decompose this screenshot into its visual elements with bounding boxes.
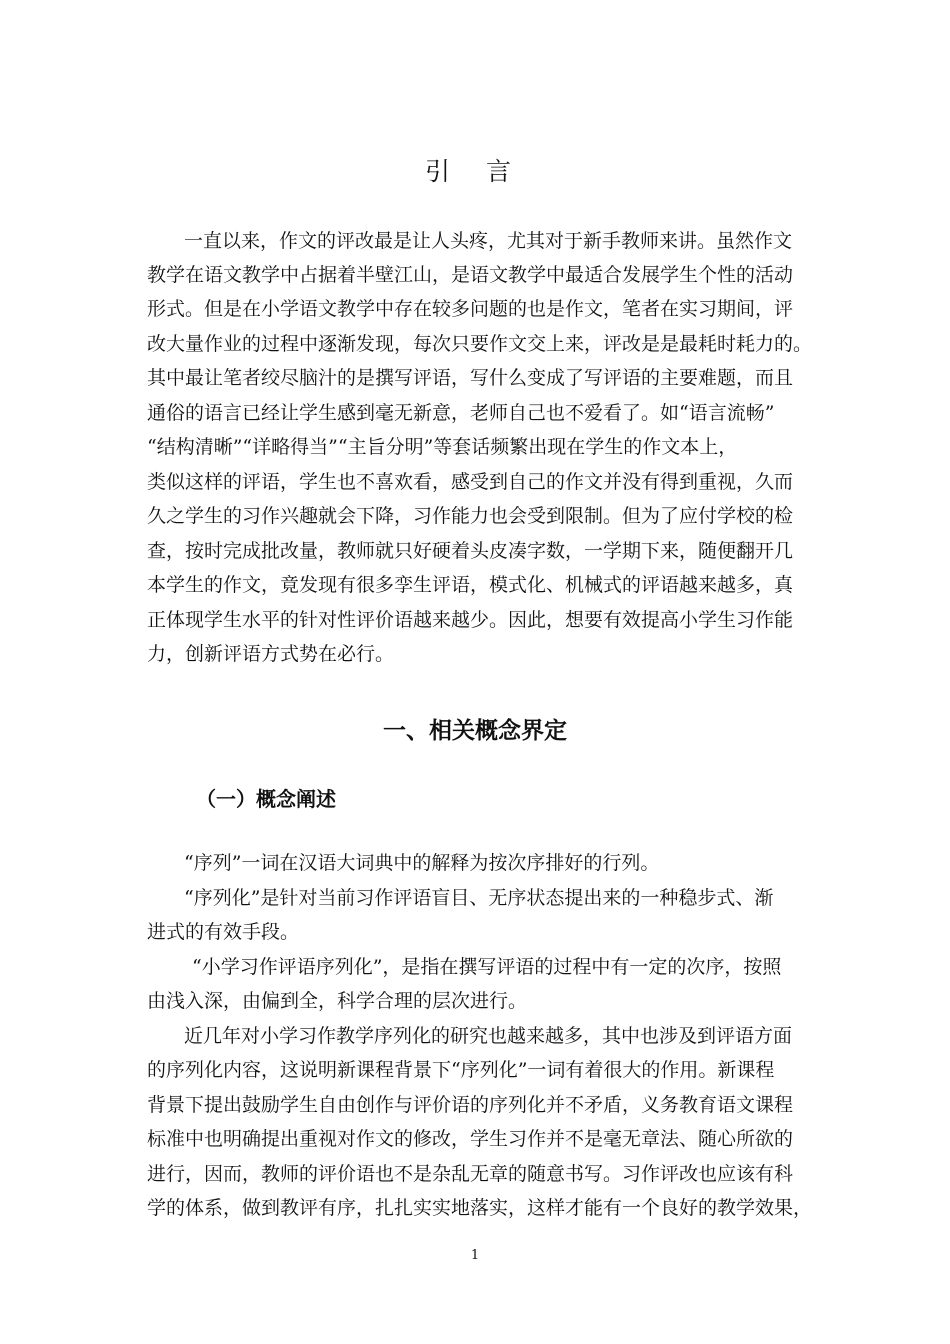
body-line: “序列”一词在汉语大词典中的解释为按次序排好的行列。 bbox=[184, 852, 660, 874]
intro-line: 久之学生的习作兴趣就会下降，习作能力也会受到限制。但为了应付学校的检 bbox=[147, 505, 794, 527]
body-line: 近几年对小学习作教学序列化的研究也越来越多，其中也涉及到评语方面 bbox=[184, 1025, 793, 1047]
intro-line: 查，按时完成批改量，教师就只好硬着头皮凑字数，一学期下来，随便翻开几 bbox=[147, 540, 794, 562]
intro-line: 其中最让笔者绞尽脑汁的是撰写评语，写什么变成了写评语的主要难题，而且 bbox=[147, 367, 794, 389]
page-number: 1 bbox=[470, 1248, 480, 1263]
body-line: “序列化”是针对当前习作评语盲目、无序状态提出来的一种稳步式、渐 bbox=[184, 887, 774, 909]
section-heading: 一、相关概念界定 bbox=[383, 718, 567, 744]
intro-line: 形式。但是在小学语文教学中存在较多问题的也是作文，笔者在实习期间，评 bbox=[147, 298, 794, 320]
intro-line: “结构清晰”“详略得当”“主旨分明”等套话频繁出现在学生的作文本上， bbox=[147, 436, 738, 458]
intro-line: 正体现学生水平的针对性评价语越来越少。因此，想要有效提高小学生习作能 bbox=[147, 609, 794, 631]
subsection-heading: （一）概念阐述 bbox=[196, 787, 336, 811]
body-line: 进式的有效手段。 bbox=[147, 921, 300, 943]
body-line: 进行，因而，教师的评价语也不是杂乱无章的随意书写。习作评改也应该有科 bbox=[147, 1163, 794, 1185]
intro-line: 教学在语文教学中占据着半壁江山，是语文教学中最适合发展学生个性的活动 bbox=[147, 264, 794, 286]
body-line: 由浅入深，由偏到全，科学合理的层次进行。 bbox=[147, 990, 528, 1012]
body-line: “小学习作评语序列化”，是指在撰写评语的过程中有一定的次序，按照 bbox=[192, 956, 782, 978]
body-line: 学的体系，做到教评有序，扎扎实实地落实，这样才能有一个良好的教学效果， bbox=[147, 1197, 813, 1219]
page-title: 引 言 bbox=[425, 157, 525, 186]
body-line: 标准中也明确提出重视对作文的修改，学生习作并不是毫无章法、随心所欲的 bbox=[147, 1128, 794, 1150]
intro-line: 改大量作业的过程中逐渐发现，每次只要作文交上来，评改是是最耗时耗力的。 bbox=[147, 333, 813, 355]
intro-line: 一直以来，作文的评改最是让人头疼，尤其对于新手教师来讲。虽然作文 bbox=[184, 230, 793, 252]
body-line: 背景下提出鼓励学生自由创作与评价语的序列化并不矛盾，义务教育语文课程 bbox=[147, 1094, 794, 1116]
intro-line: 本学生的作文，竟发现有很多孪生评语，模式化、机械式的评语越来越多，真 bbox=[147, 574, 794, 596]
intro-line: 力，创新评语方式势在必行。 bbox=[147, 643, 395, 665]
intro-line: 通俗的语言已经让学生感到毫无新意，老师自己也不爱看了。如“语言流畅” bbox=[147, 402, 775, 424]
body-line: 的序列化内容，这说明新课程背景下“序列化”一词有着很大的作用。新课程 bbox=[147, 1059, 775, 1081]
intro-line: 类似这样的评语，学生也不喜欢看，感受到自己的作文并没有得到重视，久而 bbox=[147, 471, 794, 493]
